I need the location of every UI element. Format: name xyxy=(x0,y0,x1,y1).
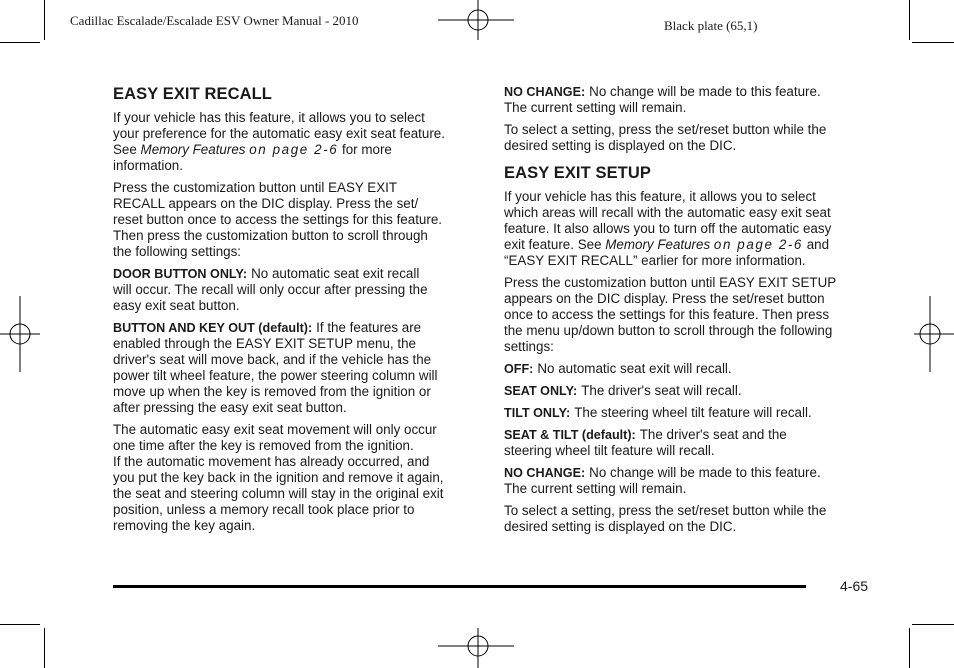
crop-mark xyxy=(912,624,954,625)
registration-mark-icon xyxy=(438,0,518,42)
option-term: SEAT & TILT (default): xyxy=(504,428,636,442)
cross-reference-link[interactable]: Memory Features on page 2-6 xyxy=(140,142,339,157)
option-door-button-only: DOOR BUTTON ONLY: No automatic seat exit recall will occur. The recall will only occur after pressing the easy exit seat button. xyxy=(113,266,428,313)
crop-mark xyxy=(0,42,40,43)
option-term: TILT ONLY: xyxy=(504,406,571,420)
recall-instructions: Press the customization button until EASY EXIT RECALL appears on the DIC display. Press the set/ reset button once to access the settings for this feature. Then press the customization button to scroll through the following settings: xyxy=(113,180,442,259)
crop-mark xyxy=(912,42,954,43)
recall-closing-note: The automatic easy exit seat movement will only occur one time after the key is removed from the ignition. If the automatic movement has already occurred, and you put the key back in the ignition and remove it again, the seat and steering column will stay in the original exit position, unless a memory recall took place prior to removing the key again. xyxy=(113,422,444,533)
option-term: NO CHANGE: xyxy=(504,85,586,99)
option-button-and-key-out: BUTTON AND KEY OUT (default): If the features are enabled through the EASY EXIT SETUP menu, the driver's seat will move back, and if the vehicle has the power tilt wheel feature, the power steering column will move up when the key is removed from the ignition or after pressing the easy exit seat button. xyxy=(113,320,438,415)
option-term: DOOR BUTTON ONLY: xyxy=(113,267,248,281)
registration-mark-icon xyxy=(438,628,518,668)
recall-intro: If your vehicle has this feature, it allows you to select your preference for the automatic easy exit seat feature. See Memory Features on page 2-6 for more information. xyxy=(113,110,445,173)
registration-mark-icon xyxy=(910,296,954,372)
option-term: NO CHANGE: xyxy=(504,466,586,480)
option-seat-and-tilt: SEAT & TILT (default): The driver's seat and the steering wheel tilt feature will recall. xyxy=(504,427,787,458)
footer-rule xyxy=(113,585,806,588)
select-setting-note: To select a setting, press the set/reset button while the desired setting is displayed on the DIC. xyxy=(504,122,827,153)
select-setting-note: To select a setting, press the set/reset button while the desired setting is displayed on the DIC. xyxy=(504,503,827,534)
option-no-change: NO CHANGE: No change will be made to this feature. The current setting will remain. xyxy=(504,465,821,496)
crop-mark xyxy=(909,628,910,668)
page-number: 4-65 xyxy=(840,578,869,594)
option-off: OFF: No automatic seat exit will recall. xyxy=(504,361,732,376)
setup-intro: If your vehicle has this feature, it allows you to select which areas will recall with the automatic easy exit seat feature. It also allows you to turn off the automatic easy exit feature. See Memory Features on page 2-6 and “EASY EXIT RECALL” earlier for more information. xyxy=(504,189,832,268)
crop-mark xyxy=(44,628,45,668)
crop-mark xyxy=(909,0,910,40)
setup-instructions: Press the customization button until EASY EXIT SETUP appears on the DIC display. Press the set/reset button once to access the settings for this feature. Then press the menu up/down button to scroll through the following settings: xyxy=(504,275,837,354)
option-term: BUTTON AND KEY OUT (default): xyxy=(113,321,313,335)
plate-label: Black plate (65,1) xyxy=(664,18,758,33)
option-term: SEAT ONLY: xyxy=(504,384,578,398)
option-tilt-only: TILT ONLY: The steering wheel tilt feature will recall. xyxy=(504,405,812,420)
section-heading-easy-exit-setup: EASY EXIT SETUP xyxy=(504,164,651,182)
left-column xyxy=(113,84,479,540)
option-seat-only: SEAT ONLY: The driver's seat will recall. xyxy=(504,383,742,398)
registration-mark-icon xyxy=(0,296,44,372)
manual-title: Cadillac Escalade/Escalade ESV Owner Manual - 2010 xyxy=(70,13,359,28)
option-no-change: NO CHANGE: No change will be made to this feature. The current setting will remain. xyxy=(504,84,821,115)
right-column xyxy=(504,84,870,541)
crop-mark xyxy=(0,624,40,625)
cross-reference-link[interactable]: Memory Features on page 2-6 xyxy=(605,237,803,252)
section-heading-easy-exit-recall: EASY EXIT RECALL xyxy=(113,85,272,103)
crop-mark xyxy=(44,0,45,40)
option-term: OFF: xyxy=(504,362,534,376)
